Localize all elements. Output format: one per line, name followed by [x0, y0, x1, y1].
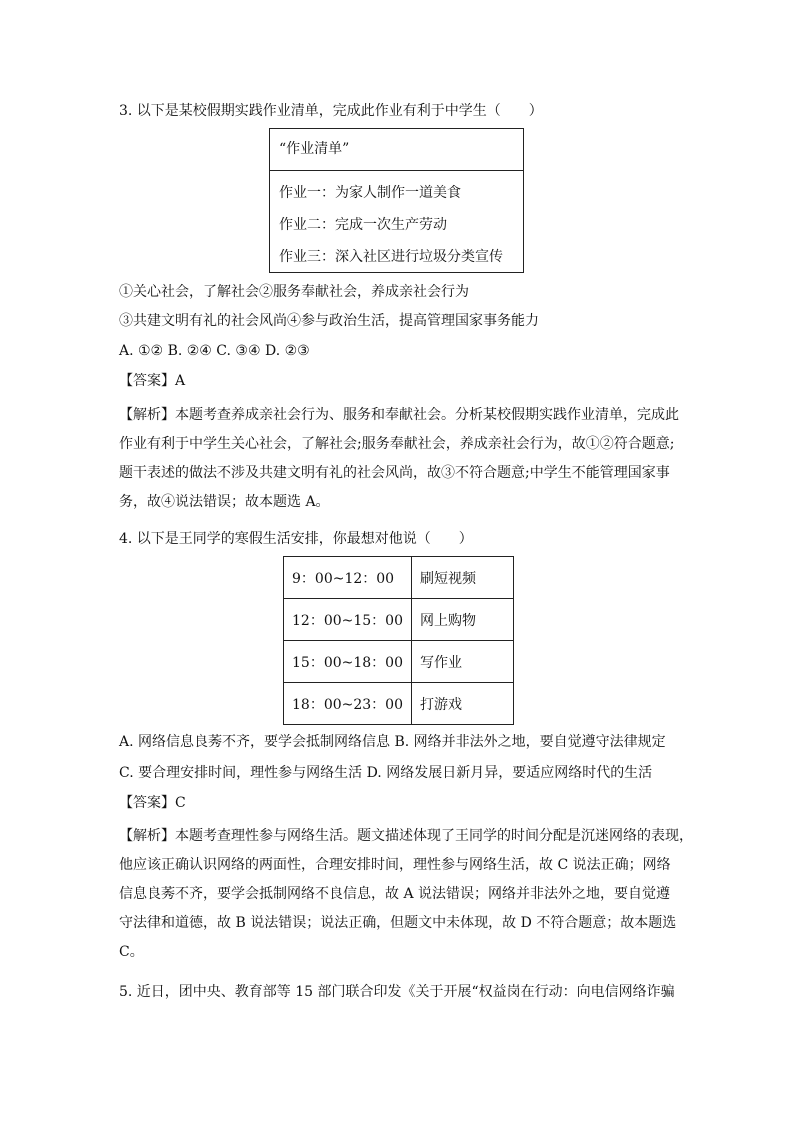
q3-option-line-2: ③共建文明有礼的社会风尚④参与政治生活，提高管理国家事务能力 [119, 313, 539, 329]
q3-analysis [119, 401, 679, 517]
schedule-table [283, 556, 514, 725]
q3-stem: 3. 以下是某校假期实践作业清单，完成此作业有利于中学生（ ） [119, 103, 543, 119]
analysis-line: 守法律和道德，故 B 说法错误；说法正确，但题文中未体现，故 D 不符合题意；故本题选 [119, 915, 677, 931]
table-row [284, 683, 514, 725]
activity-cell: 写作业 [412, 641, 514, 683]
q4-choices-cd: C. 要合理安排时间，理性参与网络生活 D. 网络发展日新月异，要适应网络时代的生活 [119, 765, 653, 781]
analysis-line: 他应该正确认识网络的两面性，合理安排时间，理性参与网络生活，故 C 说法正确；网络 [119, 857, 671, 873]
task-item: 作业一：为家人制作一道美食 [279, 185, 461, 201]
q4-answer: 【答案】C [119, 795, 186, 811]
analysis-line: C。 [119, 944, 144, 960]
time-cell: 12：00~15：00 [284, 599, 412, 641]
time-cell: 18：00~23：00 [284, 683, 412, 725]
activity-cell: 网上购物 [412, 599, 514, 641]
activity-cell: 刷短视频 [412, 557, 514, 599]
task-list-box [269, 128, 524, 273]
analysis-line: 信息良莠不齐，要学会抵制网络不良信息，故 A 说法错误；网络并非法外之地，要自觉遵 [119, 886, 671, 902]
q3-answer: 【答案】A [119, 373, 186, 389]
q4-choices-ab: A. 网络信息良莠不齐，要学会抵制网络信息 B. 网络并非法外之地，要自觉遵守法律规定 [119, 734, 666, 750]
task-item: 作业二：完成一次生产劳动 [279, 217, 447, 233]
analysis-line: 务，故④说法错误；故本题选 A。 [119, 494, 330, 510]
analysis-line: 作业有利于中学生关心社会，了解社会;服务奉献社会，养成亲社会行为，故①②符合题意; [119, 436, 675, 452]
task-list-title: “作业清单” [270, 129, 523, 171]
analysis-line: 【解析】本题考查养成亲社会行为、服务和奉献社会。分析某校假期实践作业清单，完成此 [119, 407, 679, 423]
task-item: 作业三：深入社区进行垃圾分类宣传 [279, 249, 503, 265]
q4-analysis [119, 822, 693, 967]
time-cell: 15：00~18：00 [284, 641, 412, 683]
q3-option-line-1: ①关心社会，了解社会②服务奉献社会，养成亲社会行为 [119, 284, 469, 300]
time-cell: 9：00~12：00 [284, 557, 412, 599]
analysis-line: 【解析】本题考查理性参与网络生活。题文描述体现了王同学的时间分配是沉迷网络的表现， [119, 828, 693, 844]
q5-stem: 5. 近日，团中央、教育部等 15 部门联合印发《关于开展“权益岗在行动：向电信网络诈骗 [119, 984, 675, 1000]
activity-cell: 打游戏 [412, 683, 514, 725]
table-row [284, 641, 514, 683]
q3-choices: A. ①② B. ②④ C. ③④ D. ②③ [119, 343, 310, 359]
table-row [284, 557, 514, 599]
analysis-line: 题干表述的做法不涉及共建文明有礼的社会风尚，故③不符合题意;中学生不能管理国家事 [119, 465, 670, 481]
q4-stem: 4. 以下是王同学的寒假生活安排，你最想对他说（ ） [119, 531, 473, 547]
table-row [284, 599, 514, 641]
